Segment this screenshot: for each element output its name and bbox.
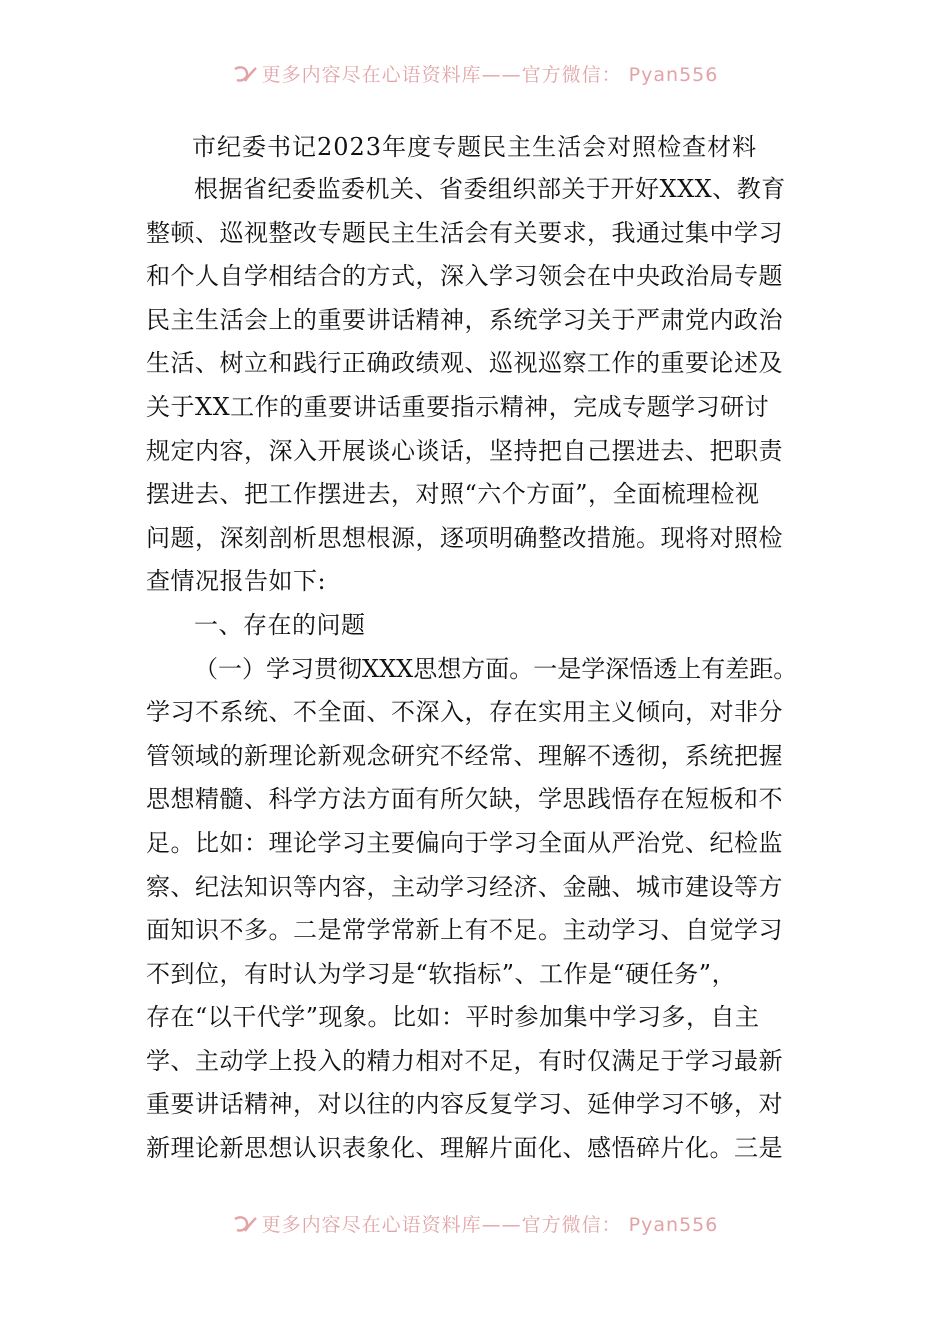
paragraph-line: 新理论新思想认识表象化、理解片面化、感悟碎片化。三是 xyxy=(146,1134,783,1163)
paragraph-line: 学习不系统、不全面、不深入，存在实用主义倾向，对非分 xyxy=(146,698,783,727)
paragraph-line: （一）学习贯彻XXX思想方面。一是学深悟透上有差距。 xyxy=(194,654,798,683)
watermark-bottom xyxy=(0,1210,950,1237)
watermark-logo-icon xyxy=(232,65,258,85)
paragraph-line: 存在“以干代学”现象。比如：平时参加集中学习多，自主 xyxy=(146,1003,760,1032)
paragraph-line: 学、主动学上投入的精力相对不足，有时仅满足于学习最新 xyxy=(146,1046,783,1075)
paragraph-line: 和个人自学相结合的方式，深入学习领会在中央政治局专题 xyxy=(146,262,783,291)
paragraph-line: 面知识不多。二是常学常新上有不足。主动学习、自觉学习 xyxy=(146,916,783,945)
paragraph-line: 重要讲话精神，对以往的内容反复学习、延伸学习不够，对 xyxy=(146,1090,783,1119)
document-title: 市纪委书记2023年度专题民主生活会对照检查材料 xyxy=(192,133,758,161)
document-body xyxy=(146,126,822,1171)
watermark-text: 更多内容尽在心语资料库——官方微信： Pyan556 xyxy=(261,1214,719,1236)
watermark-text: 更多内容尽在心语资料库——官方微信： Pyan556 xyxy=(261,64,719,86)
paragraph-line: 摆进去、把工作摆进去，对照“六个方面”，全面梳理检视 xyxy=(146,480,760,509)
paragraph-line: 生活、树立和践行正确政绩观、巡视巡察工作的重要论述及 xyxy=(146,349,783,378)
paragraph-line: 根据省纪委监委机关、省委组织部关于开好XXX、教育 xyxy=(194,175,786,203)
paragraph-line: 思想精髓、科学方法方面有所欠缺，学思践悟存在短板和不 xyxy=(146,785,783,814)
paragraph-line: 足。比如：理论学习主要偏向于学习全面从严治党、纪检监 xyxy=(146,828,783,857)
watermark-top xyxy=(0,60,950,87)
paragraph-line: 规定内容，深入开展谈心谈话，坚持把自己摆进去、把职责 xyxy=(146,436,783,465)
paragraph-line: 整顿、巡视整改专题民主生活会有关要求，我通过集中学习 xyxy=(146,218,783,247)
paragraph-line: 关于XX工作的重要讲话重要指示精神，完成专题学习研讨 xyxy=(146,392,770,421)
paragraph-line: 问题，深刻剖析思想根源，逐项明确整改措施。现将对照检 xyxy=(146,523,783,552)
watermark-logo-icon xyxy=(232,1215,258,1235)
paragraph-line: 民主生活会上的重要讲话精神，系统学习关于严肃党内政治 xyxy=(146,305,783,334)
paragraph-line: 查情况报告如下: xyxy=(146,567,327,596)
paragraph-line: 管领域的新理论新观念研究不经常、理解不透彻，系统把握 xyxy=(146,741,783,770)
section-heading: 一、存在的问题 xyxy=(194,610,366,639)
paragraph-line: 不到位，有时认为学习是“软指标”、工作是“硬任务”， xyxy=(146,959,737,988)
paragraph-line: 察、纪法知识等内容，主动学习经济、金融、城市建设等方 xyxy=(146,872,783,901)
